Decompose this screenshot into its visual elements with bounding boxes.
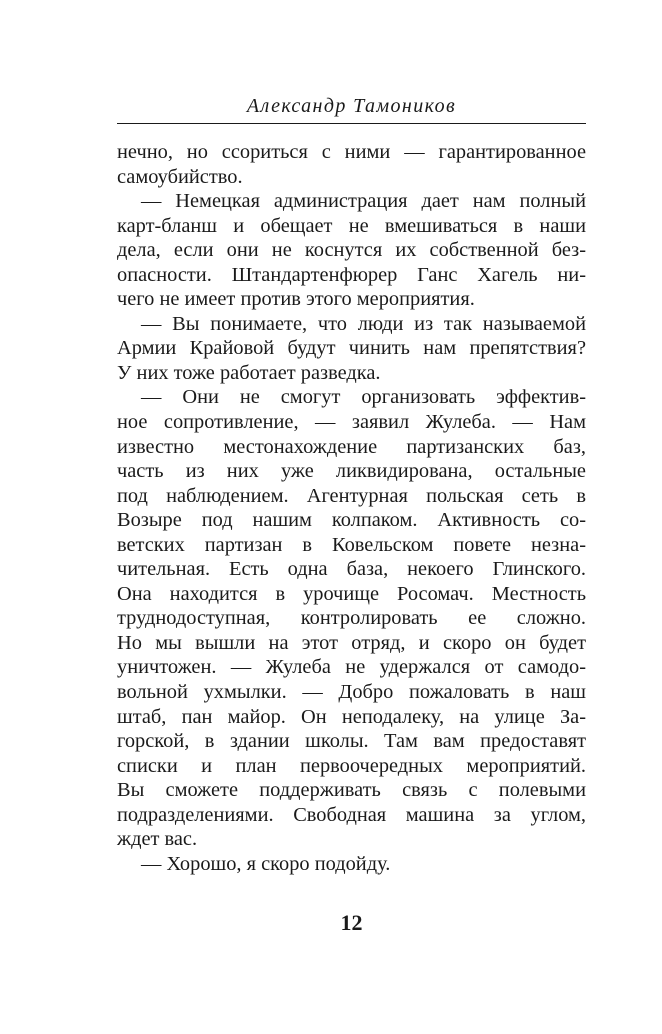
text-line: Армии Крайовой будут чинить нам препятствия?	[117, 337, 586, 360]
text-line: нечно, но ссориться с ними — гарантированное	[117, 141, 586, 163]
text-line: ное сопротивление, — заявил Жулеба. — Нам	[117, 411, 586, 434]
page-number: 12	[340, 910, 363, 935]
text-line: Вы сможете поддерживать связь с полевыми	[117, 779, 586, 802]
text-line: — Вы понимаете, что люди из так называемой	[141, 312, 586, 335]
running-head: Александр Тамоников	[246, 95, 457, 117]
text-line: известно местонахождение партизанских баз,	[117, 435, 586, 458]
text-line: — Хорошо, я скоро подойду.	[141, 852, 391, 875]
text-line: под наблюдением. Агентурная польская сеть в	[117, 484, 586, 507]
text-line: карт-бланш и обещает не вмешиваться в наши	[117, 214, 586, 237]
text-line: ждет вас.	[117, 828, 198, 851]
text-line: чего не имеет против этого мероприятия.	[117, 288, 475, 311]
text-line: Возыре под нашим колпаком. Активность со-	[117, 509, 586, 532]
text-line: самоубийство.	[117, 165, 243, 188]
text-line: вольной ухмылки. — Добро пожаловать в наш	[117, 681, 586, 704]
text-line: дела, если они не коснутся их собственной без-	[117, 239, 586, 262]
text-line: чительная. Есть одна база, некоего Глинского.	[117, 558, 586, 581]
text-line: труднодоступная, контролировать ее сложно.	[117, 607, 586, 630]
text-line: опасности. Штандартенфюрер Ганс Хагель ни-	[117, 263, 586, 286]
text-line: часть из них уже ликвидирована, остальные	[117, 460, 586, 483]
text-line: Она находится в урочище Росомач. Местность	[117, 582, 586, 605]
body-text	[117, 140, 586, 876]
text-line: горской, в здании школы. Там вам предоставят	[117, 730, 586, 753]
text-line: списки и план первоочередных мероприятий.	[117, 754, 586, 777]
header-rule	[117, 123, 586, 124]
text-line: У них тоже работает разведка.	[117, 361, 381, 384]
text-line: Но мы вышли на этот отряд, и скоро он будет	[117, 631, 586, 654]
text-line: — Они не смогут организовать эффектив-	[141, 386, 586, 409]
text-line: ветских партизан в Ковельском повете незна-	[117, 533, 586, 556]
text-line: подразделениями. Свободная машина за углом,	[117, 803, 586, 826]
text-line: уничтожен. — Жулеба не удержался от самодо-	[117, 656, 586, 679]
text-line: — Немецкая администрация дает нам полный	[141, 190, 586, 213]
text-line: штаб, пан майор. Он неподалеку, на улице За-	[117, 705, 586, 728]
